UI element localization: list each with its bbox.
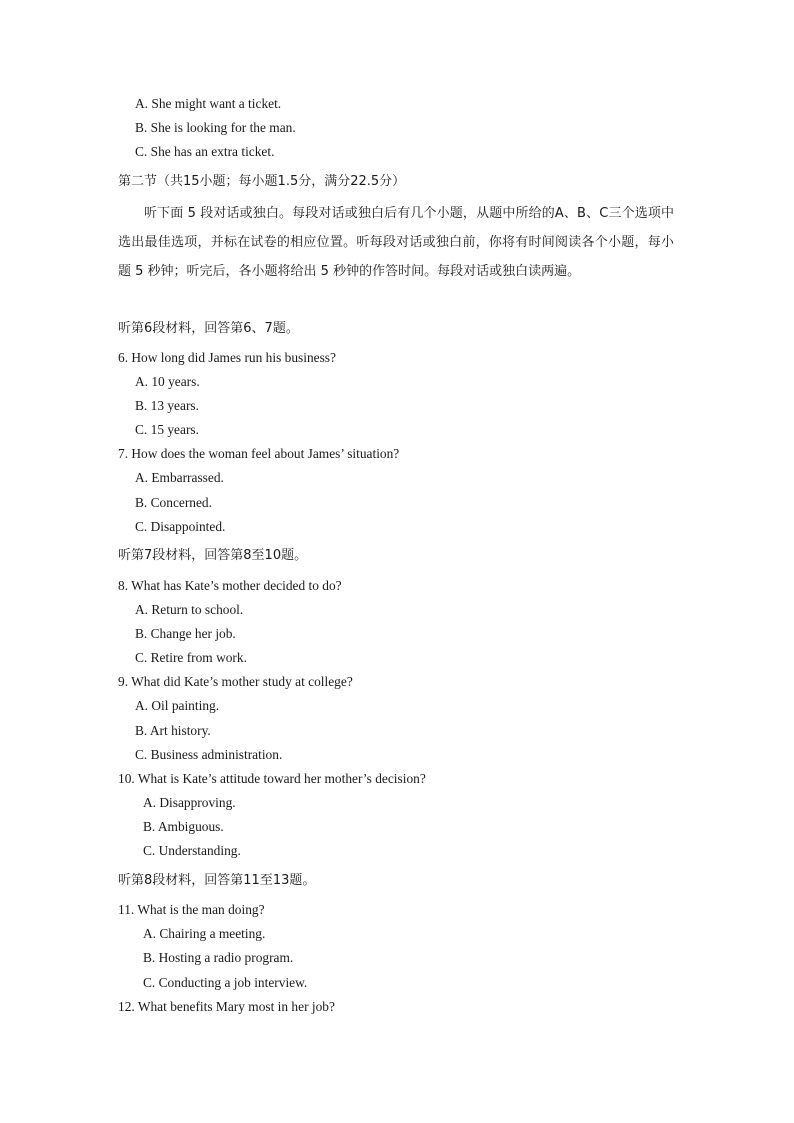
instructions-paragraph: 听下面 5 段对话或独白。每段对话或独白后有几个小题，从题中所给的A、B、C三个选项中选出最佳选项，并标在试卷的相应位置。听每段对话或独白前，你将有时间阅读各个小题，每小题 5 秒钟；听完后，各小题将给出 5 秒钟的作答时间。每段对话或独白读两遍。 bbox=[118, 206, 674, 279]
question-7-option-b: B. Concerned. bbox=[135, 495, 212, 510]
question-6-option-a: A. 10 years. bbox=[135, 374, 200, 389]
question-12-stem: 12. What benefits Mary most in her job? bbox=[118, 999, 335, 1014]
question-9-option-c: C. Business administration. bbox=[135, 747, 283, 762]
question-11-option-a: A. Chairing a meeting. bbox=[143, 926, 266, 941]
question-8-stem: 8. What has Kate’s mother decided to do? bbox=[118, 578, 342, 593]
question-9-option-a: A. Oil painting. bbox=[135, 698, 220, 713]
question-6-option-b: B. 13 years. bbox=[135, 398, 199, 413]
question-11-stem: 11. What is the man doing? bbox=[118, 902, 265, 917]
question-10-option-c: C. Understanding. bbox=[143, 843, 241, 858]
prev-option-c: C. She has an extra ticket. bbox=[135, 144, 275, 159]
question-6-option-c: C. 15 years. bbox=[135, 422, 199, 437]
question-8-option-b: B. Change her job. bbox=[135, 626, 236, 641]
material-8-heading: 听第8段材料，回答第11至13题。 bbox=[118, 873, 316, 888]
material-6-heading: 听第6段材料，回答第6、7题。 bbox=[118, 321, 299, 336]
question-9-stem: 9. What did Kate’s mother study at college? bbox=[118, 674, 353, 689]
prev-option-a: A. She might want a ticket. bbox=[135, 96, 282, 111]
question-10-stem: 10. What is Kate’s attitude toward her mother’s decision? bbox=[118, 771, 426, 786]
question-10-option-b: B. Ambiguous. bbox=[143, 819, 224, 834]
question-11-option-c: C. Conducting a job interview. bbox=[143, 975, 308, 990]
question-8-option-c: C. Retire from work. bbox=[135, 650, 247, 665]
question-11-option-b: B. Hosting a radio program. bbox=[143, 950, 294, 965]
question-8-option-a: A. Return to school. bbox=[135, 602, 244, 617]
material-7-heading: 听第7段材料，回答第8至10题。 bbox=[118, 548, 308, 563]
question-7-stem: 7. How does the woman feel about James’ situation? bbox=[118, 446, 400, 461]
question-7-option-c: C. Disappointed. bbox=[135, 519, 226, 534]
question-9-option-b: B. Art history. bbox=[135, 723, 211, 738]
question-7-option-a: A. Embarrassed. bbox=[135, 470, 224, 485]
question-10-option-a: A. Disapproving. bbox=[143, 795, 236, 810]
section-header: 第二节（共15小题；每小题1.5分，满分22.5分） bbox=[118, 174, 406, 189]
question-6-stem: 6. How long did James run his business? bbox=[118, 350, 336, 365]
prev-option-b: B. She is looking for the man. bbox=[135, 120, 296, 135]
